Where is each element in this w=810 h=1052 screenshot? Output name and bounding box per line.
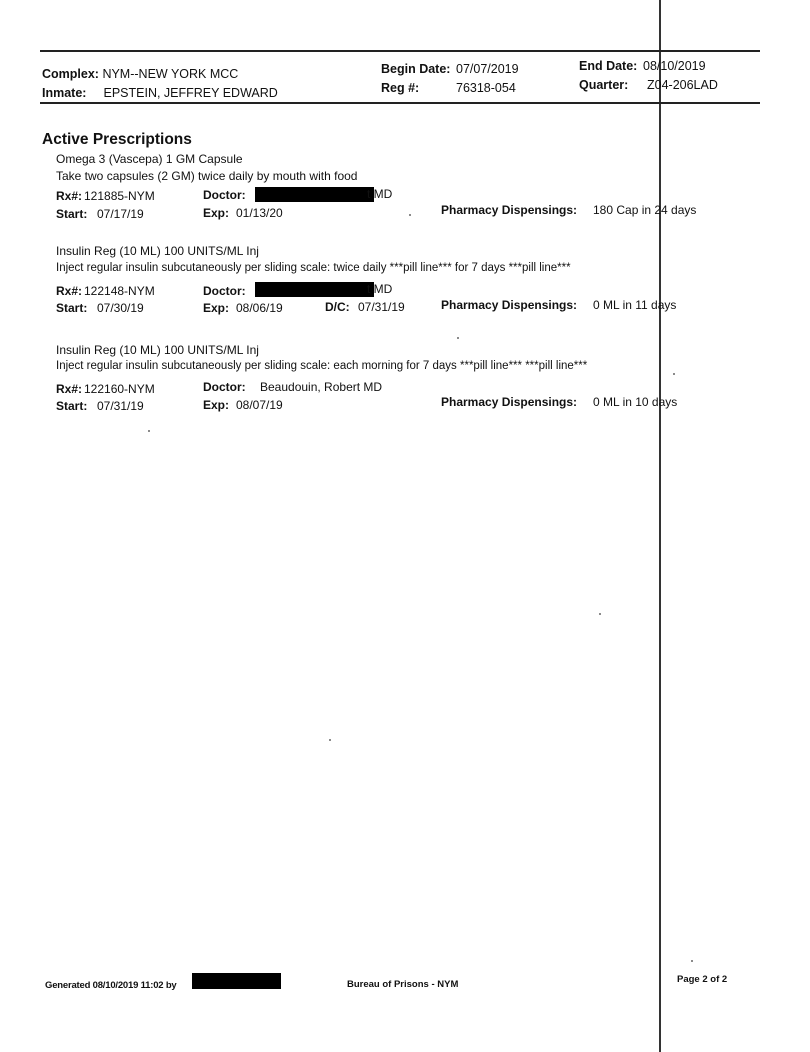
rx1-rx-number: 121885-NYM bbox=[84, 189, 155, 203]
rx3-instructions: Inject regular insulin subcutaneously per sliding scale: each morning for 7 days ***pill line*** ***pill line*** bbox=[56, 360, 588, 372]
rx2-dc: 07/31/19 bbox=[358, 300, 405, 314]
rx2-exp: 08/06/19 bbox=[236, 301, 283, 315]
rx1-instructions: Take two capsules (2 GM) twice daily by mouth with food bbox=[56, 169, 358, 183]
reg-value: 76318-054 bbox=[456, 81, 516, 95]
scan-speck bbox=[329, 739, 331, 741]
reg-label: Reg #: bbox=[381, 81, 420, 95]
rx2-exp-label: Exp: bbox=[203, 301, 230, 315]
rx3-rx-label: Rx#: bbox=[56, 382, 83, 396]
footer-page: Page 2 of 2 bbox=[677, 974, 728, 985]
rx3-drug: Insulin Reg (10 ML) 100 UNITS/ML Inj bbox=[56, 343, 259, 357]
rx3-dispensing-label: Pharmacy Dispensings: bbox=[441, 395, 578, 409]
end-date-value: 08/10/2019 bbox=[643, 59, 706, 73]
rx3-start-label: Start: bbox=[56, 399, 88, 413]
rx1-doctor-redaction bbox=[255, 187, 374, 202]
scan-speck bbox=[409, 214, 411, 216]
rx2-dc-label: D/C: bbox=[325, 300, 350, 314]
rx1-start: 07/17/19 bbox=[97, 207, 144, 221]
begin-date-value: 07/07/2019 bbox=[456, 62, 519, 76]
rx2-instructions: Inject regular insulin subcutaneously per sliding scale: twice daily ***pill line*** for 7 days ***pill line*** bbox=[56, 262, 571, 274]
inmate-row bbox=[42, 86, 278, 100]
inmate-value: EPSTEIN, JEFFREY EDWARD bbox=[103, 86, 278, 100]
scan-speck bbox=[148, 430, 150, 432]
rx3-rx-number: 122160-NYM bbox=[84, 382, 155, 396]
rx2-drug: Insulin Reg (10 ML) 100 UNITS/ML Inj bbox=[56, 244, 259, 258]
rx1-doctor-label: Doctor: bbox=[203, 188, 246, 202]
begin-date-label: Begin Date: bbox=[381, 62, 451, 76]
rx1-exp: 01/13/20 bbox=[236, 206, 283, 220]
rx2-rx-number: 122148-NYM bbox=[84, 284, 155, 298]
quarter-label: Quarter: bbox=[579, 78, 629, 92]
footer-redaction bbox=[192, 973, 281, 989]
complex-row bbox=[42, 67, 238, 81]
rx3-dispensing: 0 ML in 10 days bbox=[593, 395, 678, 409]
rx1-exp-label: Exp: bbox=[203, 206, 230, 220]
rx1-start-label: Start: bbox=[56, 207, 88, 221]
rx1-rx-label: Rx#: bbox=[56, 189, 83, 203]
rx3-doctor-value: Beaudouin, Robert MD bbox=[260, 380, 383, 394]
quarter-value: Z04-206LAD bbox=[647, 78, 718, 92]
inmate-label: Inmate: bbox=[42, 86, 87, 100]
header-bottom-rule bbox=[40, 102, 760, 104]
rx3-start: 07/31/19 bbox=[97, 399, 144, 413]
end-date-label: End Date: bbox=[579, 59, 638, 73]
complex-value: NYM--NEW YORK MCC bbox=[102, 67, 239, 81]
rx2-doctor-label: Doctor: bbox=[203, 284, 246, 298]
rx3-exp: 08/07/19 bbox=[236, 398, 283, 412]
header-top-rule bbox=[40, 50, 760, 52]
rx2-dispensing-label: Pharmacy Dispensings: bbox=[441, 298, 578, 312]
footer-generated: Generated 08/10/2019 11:02 by bbox=[45, 980, 177, 991]
rx2-start-label: Start: bbox=[56, 301, 88, 315]
scan-speck bbox=[457, 337, 459, 339]
rx1-dispensing: 180 Cap in 24 days bbox=[593, 203, 697, 217]
rx2-doctor-tail: t MD bbox=[367, 282, 393, 296]
scan-speck bbox=[673, 373, 675, 375]
rx2-start: 07/30/19 bbox=[97, 301, 144, 315]
scan-speck bbox=[691, 960, 693, 962]
rx1-dispensing-label: Pharmacy Dispensings: bbox=[441, 203, 578, 217]
rx2-rx-label: Rx#: bbox=[56, 284, 83, 298]
rx2-dispensing: 0 ML in 11 days bbox=[593, 298, 677, 312]
complex-label: Complex: bbox=[42, 67, 99, 81]
scan-artifact-line bbox=[659, 0, 661, 1052]
scan-speck bbox=[599, 613, 601, 615]
footer-bureau: Bureau of Prisons - NYM bbox=[347, 979, 459, 990]
rx3-doctor-label: Doctor: bbox=[203, 380, 246, 394]
rx3-exp-label: Exp: bbox=[203, 398, 230, 412]
rx1-doctor-tail: t MD bbox=[367, 187, 393, 201]
section-title: Active Prescriptions bbox=[42, 131, 192, 148]
rx1-drug: Omega 3 (Vascepa) 1 GM Capsule bbox=[56, 152, 243, 166]
rx2-doctor-redaction bbox=[255, 282, 374, 297]
